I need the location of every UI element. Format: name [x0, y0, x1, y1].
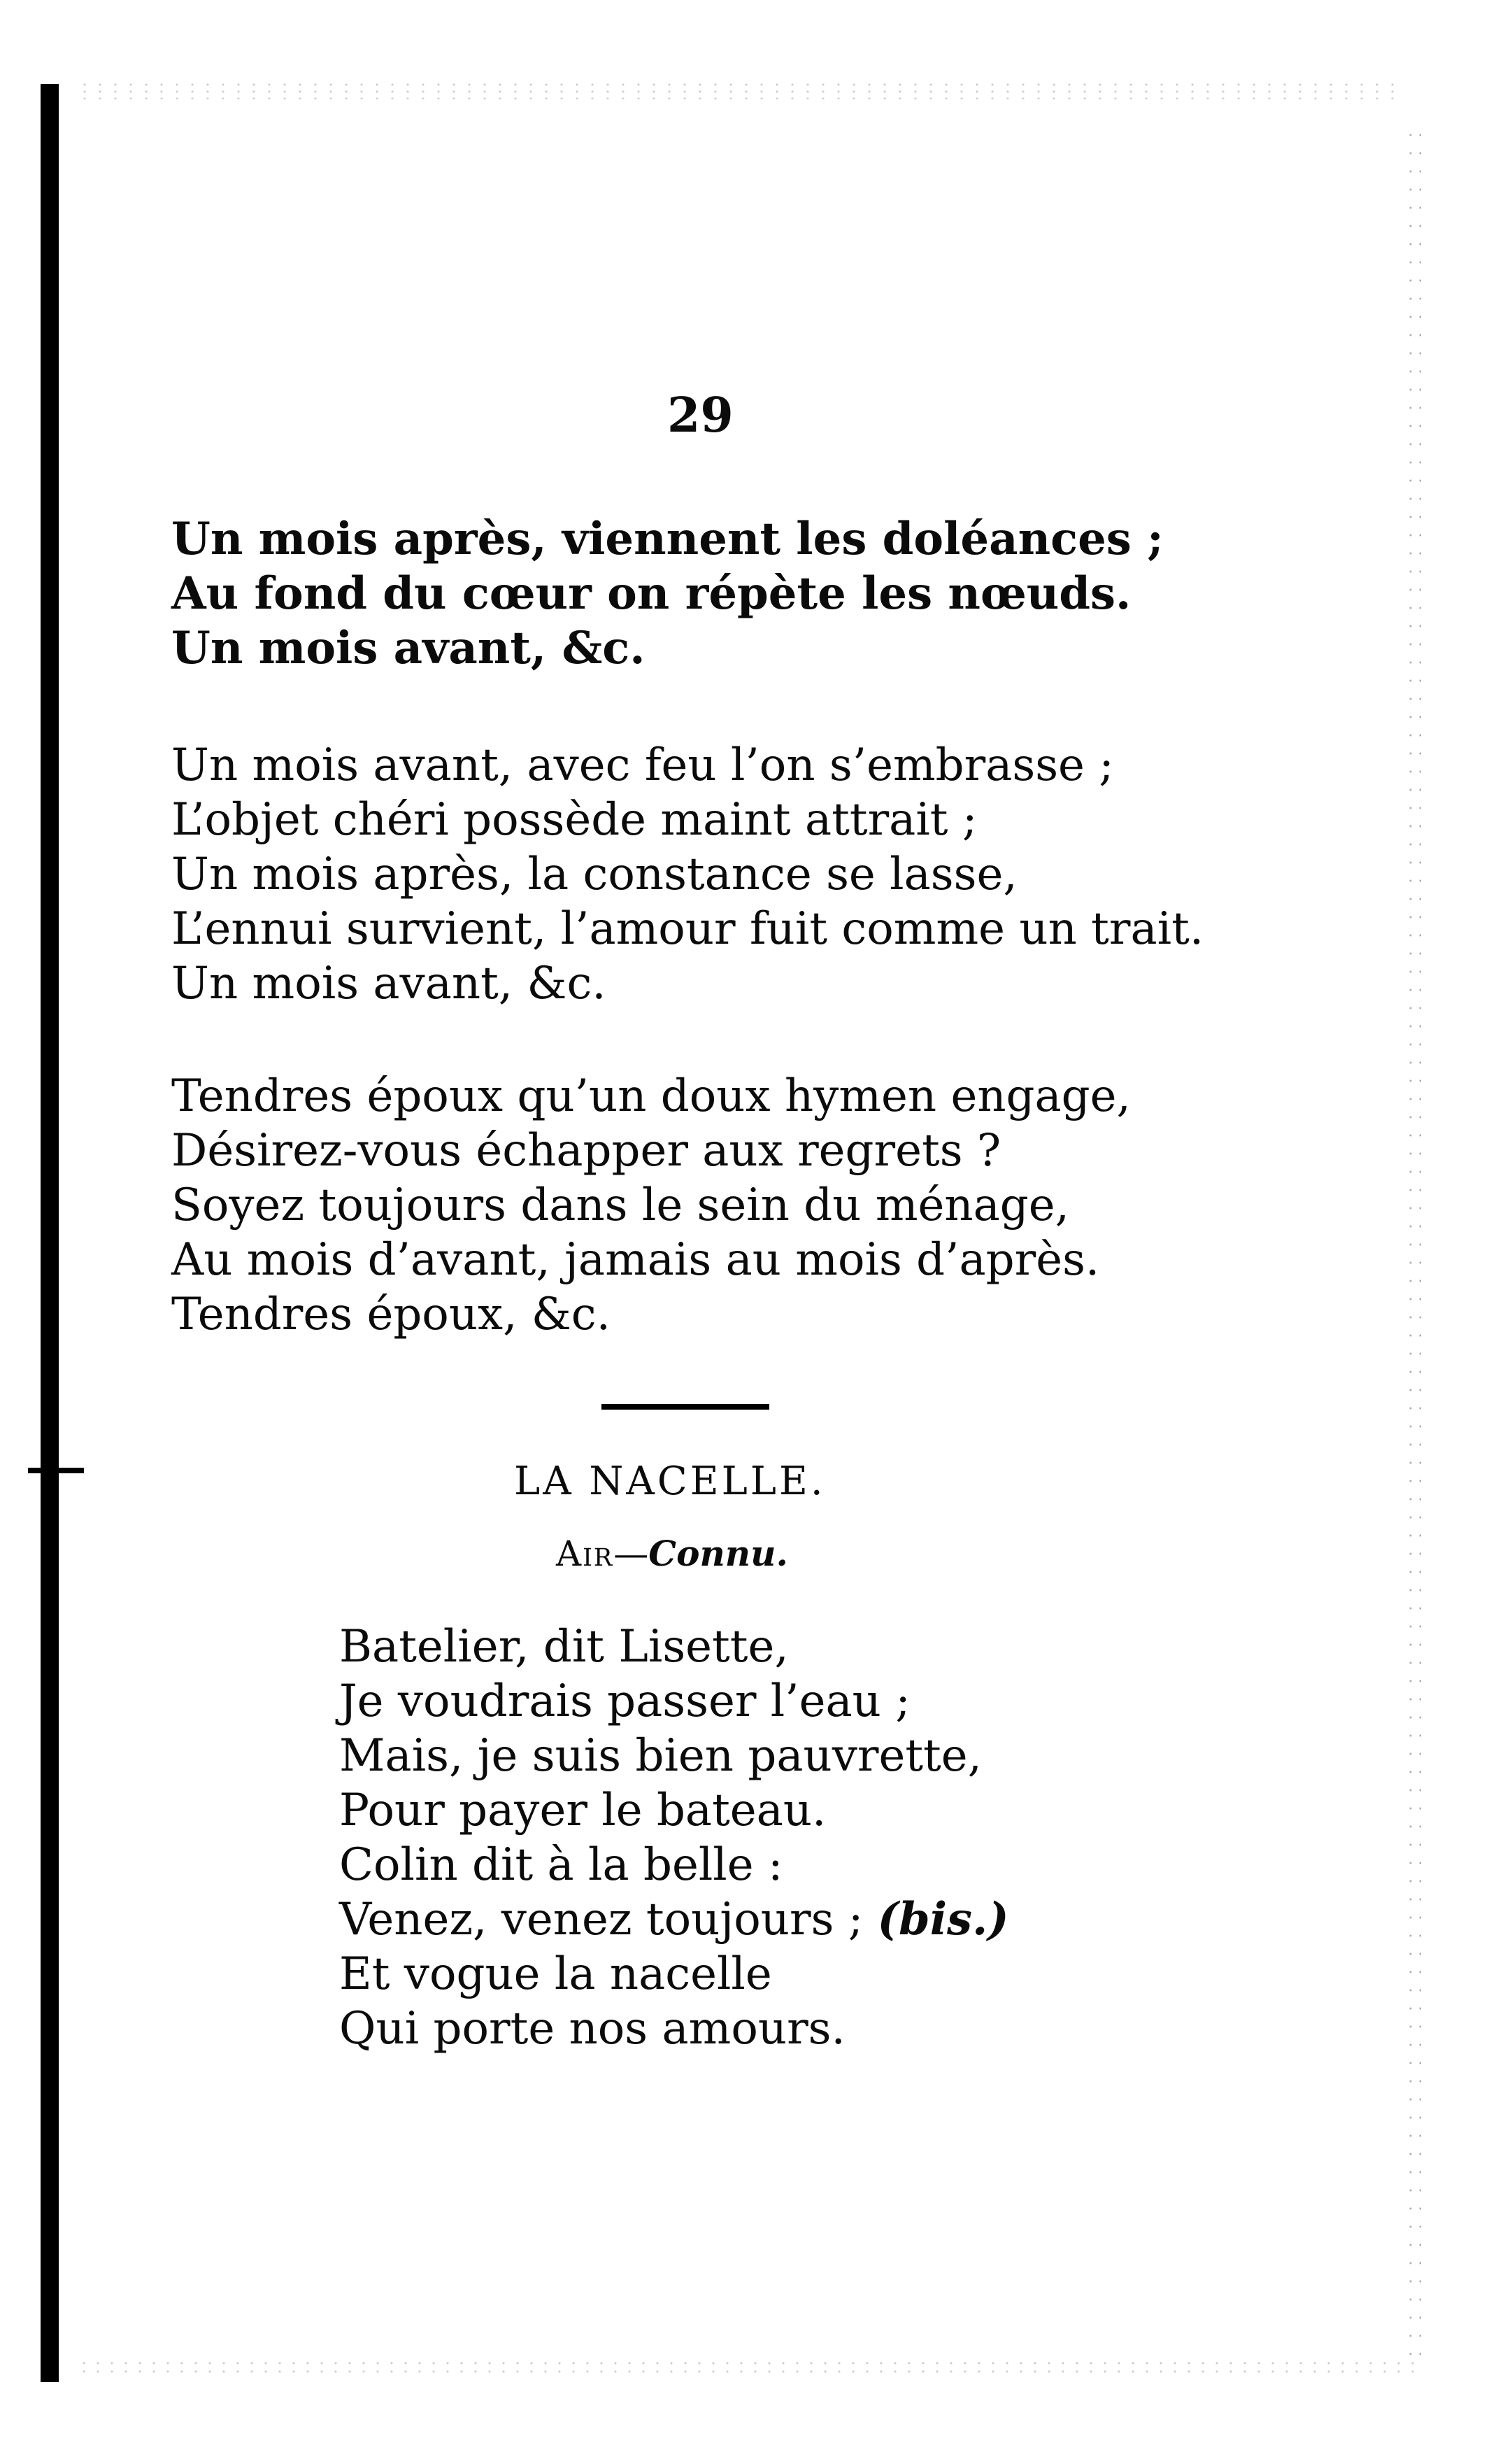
song-line: Je voudrais passer l’eau ; — [339, 1675, 911, 1727]
song-line: Mais, je suis bien pauvrette, — [339, 1730, 982, 1782]
stanza-line: L’objet chéri possède maint attrait ; — [171, 794, 978, 846]
song-line: Batelier, dit Lisette, — [339, 1621, 789, 1673]
stanza-line: Au mois d’avant, jamais au mois d’après. — [171, 1234, 1100, 1286]
stanza-line: Un mois avant, avec feu l’on s’embrasse ; — [171, 739, 1114, 791]
song-line: Qui porte nos amours. — [339, 2003, 846, 2055]
spine-mark — [28, 1468, 84, 1473]
stanza-line: Soyez toujours dans le sein du ménage, — [171, 1179, 1069, 1231]
song-air — [556, 1533, 788, 1574]
stanza-line: Au fond du cœur on répète les nœuds. — [171, 567, 1132, 620]
top-edge-speckle — [77, 81, 1406, 99]
bottom-edge-speckle — [77, 2359, 1420, 2376]
stanza-1 — [171, 512, 1164, 676]
air-separator: — — [613, 1533, 649, 1574]
section-divider — [601, 1404, 769, 1410]
stanza-line: Un mois après, la constance se lasse, — [171, 849, 1018, 900]
stanza-3 — [171, 1069, 1131, 1342]
stanza-line: L’ennui survient, l’amour fuit comme un trait. — [171, 903, 1204, 955]
stanza-line: Un mois après, viennent les doléances ; — [171, 513, 1164, 565]
stanza-2 — [171, 738, 1204, 1011]
stanza-line: Un mois avant, &c. — [171, 622, 646, 674]
page-number: 29 — [667, 388, 734, 444]
song-line: Venez, venez toujours ; — [339, 1894, 864, 1946]
song-title: LA NACELLE. — [514, 1459, 826, 1504]
song-line: Pour payer le bateau. — [339, 1785, 827, 1836]
stanza-line: Un mois avant, &c. — [171, 958, 606, 1009]
air-value: Connu. — [648, 1533, 788, 1574]
stanza-line: Tendres époux qu’un doux hymen engage, — [171, 1070, 1131, 1122]
song-stanza — [339, 1620, 1009, 2056]
air-label: Air — [556, 1533, 614, 1574]
song-line-with-bis — [339, 1892, 1009, 1947]
song-line: Et vogue la nacelle — [339, 1948, 772, 2000]
stanza-line: Désirez-vous échapper aux regrets ? — [171, 1125, 1001, 1177]
right-edge-speckle — [1406, 126, 1421, 2365]
stanza-line: Tendres époux, &c. — [171, 1289, 611, 1340]
book-spine-shadow — [41, 84, 59, 2382]
song-line: Colin dit à la belle : — [339, 1839, 783, 1891]
bis-note: (bis.) — [877, 1893, 1009, 1946]
